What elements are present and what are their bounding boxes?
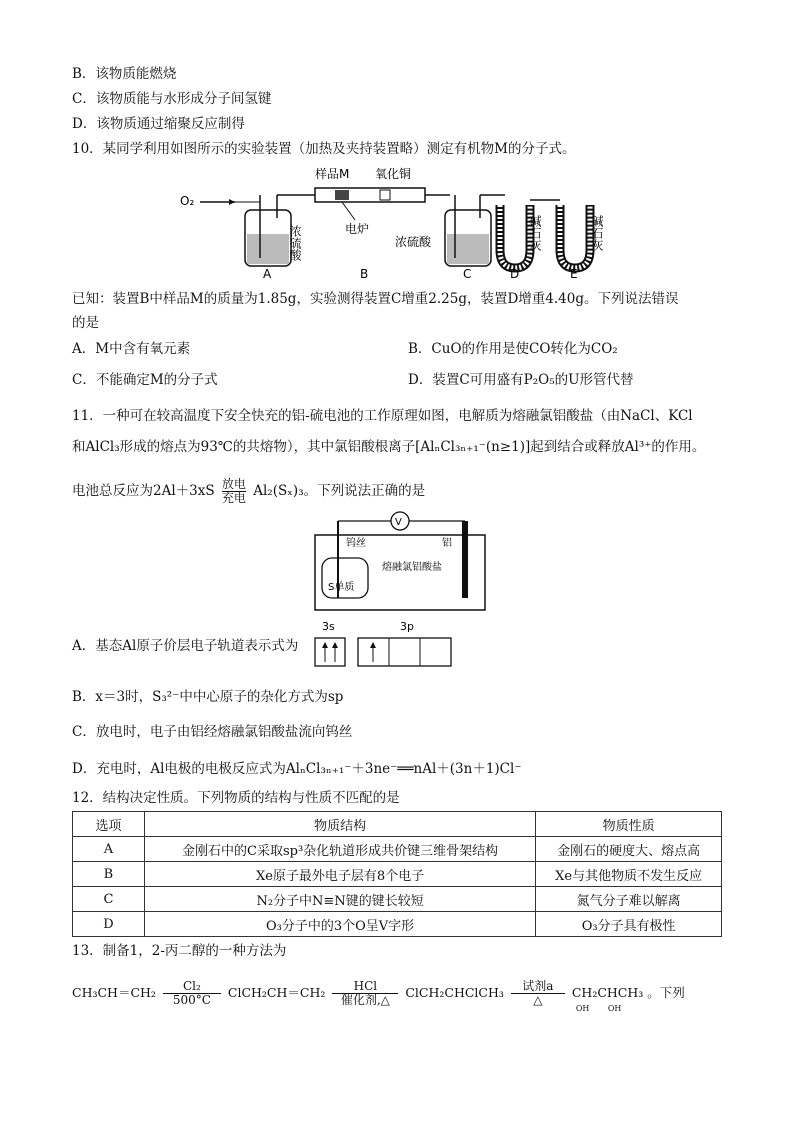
voltmeter-label: V [395, 517, 402, 528]
q10-given-1: 已知：装置B中样品M的质量为1.85g，实验测得装置C增重2.25g，装置D增重4.40g。下列说法错误 [72, 291, 679, 307]
oh-group-1: OH [575, 1004, 590, 1013]
q12-table [72, 811, 722, 937]
row-property: 氮气分子难以解离 [536, 887, 722, 912]
substance-3: ClCH₂CHClCH₃ [405, 985, 504, 1000]
bottle-a [235, 195, 315, 266]
discharge-label: 放电 [221, 477, 246, 491]
q13-stem: 13．制备1，2-丙二醇的一种方法为 [72, 943, 287, 959]
q11-option-d: D．充电时，Al电极的电极反应式为AlₙCl₃ₙ₊₁⁻＋3ne⁻══nAl＋(3n＋1)Cl⁻ [72, 761, 522, 777]
al-orbital-diagram [312, 618, 457, 670]
o2-label: O₂ [180, 194, 195, 208]
substance-1: CH₃CH＝CH₂ [72, 985, 156, 1000]
q11-option-a [72, 637, 298, 655]
sample-label: 样品M [315, 167, 350, 181]
q9-option-d: D．该物质通过缩聚反应制得 [72, 116, 245, 132]
row-structure: N₂分子中N≡N键的键长较短 [144, 887, 535, 912]
substance-4: CH₂CHCH₃ [571, 985, 644, 1000]
aluminum-label: 铝 [442, 538, 452, 549]
q11-stem-2: 和AlCl₃形成的熔点为93℃的共熔物），其中氯铝酸根离子[AlₙCl₃ₙ₊₁⁻(n≥1)]起到结合或释放Al³⁺的作用。 [72, 439, 706, 455]
row-option: A [73, 837, 145, 862]
orbital-3s-label: 3s [322, 620, 335, 633]
header-option: 选项 [73, 812, 145, 837]
row-option: C [73, 887, 145, 912]
arrow-1-bottom: 500°C [163, 993, 221, 1007]
q9-option-c: C．该物质能与水形成分子间氢键 [72, 91, 272, 107]
furnace-label: 电炉 [345, 222, 370, 236]
q11-reaction-left: 电池总反应为2Al＋3xS [72, 483, 215, 499]
row-property: 金刚石的硬度大、熔点高 [536, 837, 722, 862]
q10-option-a: A．M中含有氧元素 [72, 341, 191, 357]
q12-stem: 12．结构决定性质。下列物质的结构与性质不匹配的是 [72, 790, 400, 806]
cuo-label: 氧化铜 [375, 167, 412, 181]
q11-option-b: B．x＝3时，S₃²⁻中中心原子的杂化方式为sp [72, 689, 344, 705]
label-d: D [510, 267, 520, 280]
row-option: D [73, 912, 145, 937]
acid-a-label: 浓硫酸 [288, 225, 302, 261]
row-option: B [73, 862, 145, 887]
reaction-arrow-1 [163, 980, 221, 1007]
q11-reaction-arrow [222, 478, 246, 505]
table-row [73, 862, 722, 887]
q10-option-d: D．装置C可用盛有P₂O₅的U形管代替 [408, 372, 634, 388]
charge-label: 充电 [221, 491, 246, 505]
row-structure: O₃分子中的3个O呈V字形 [144, 912, 535, 937]
reaction-arrow-3 [511, 980, 565, 1007]
product-propanediol [571, 984, 644, 1013]
u-tube-e [560, 205, 590, 268]
row-structure: 金刚石中的C采取sp³杂化轨道形成共价键三维骨架结构 [144, 837, 535, 862]
arrow-1-top: Cl₂ [182, 979, 201, 993]
label-e: E [570, 267, 578, 280]
q13-tail: 。下列 [647, 985, 685, 1000]
arrow-3-bottom: △ [511, 993, 565, 1007]
table-row [73, 837, 722, 862]
q10-option-b: B．CuO的作用是使CO转化为CO₂ [408, 341, 618, 357]
tungsten-label: 钨丝 [346, 538, 366, 549]
oh-group-2: OH [607, 1004, 622, 1013]
label-b: B [360, 267, 369, 280]
q10-given-2: 的是 [72, 315, 99, 331]
lime-d-label: 碱石灰 [528, 215, 542, 251]
q11-option-c: C．放电时，电子由铝经熔融氯铝酸盐流向钨丝 [72, 724, 353, 740]
reaction-arrow-2 [332, 980, 398, 1007]
sulfur-label: S单质 [328, 582, 355, 593]
arrow-2-top: HCl [353, 979, 378, 993]
q13-synthesis-route [72, 979, 685, 1013]
table-row [73, 887, 722, 912]
table-header-row [73, 812, 722, 837]
header-property: 物质性质 [536, 812, 722, 837]
q10-stem: 10．某同学利用如图所示的实验装置（加热及夹持装置略）测定有机物M的分子式。 [72, 141, 576, 157]
row-property: O₃分子具有极性 [536, 912, 722, 937]
electrolyte-label: 熔融氯铝酸盐 [382, 562, 442, 573]
row-structure: Xe原子最外电子层有8个电子 [144, 862, 535, 887]
orbital-3p-label: 3p [400, 620, 414, 633]
row-property: Xe与其他物质不发生反应 [536, 862, 722, 887]
lime-e-label: 碱石灰 [590, 215, 604, 251]
q11-reaction-right: Al₂(Sₓ)₃。下列说法正确的是 [253, 483, 426, 499]
acid-c-label: 浓硫酸 [395, 235, 432, 249]
q11-stem-3 [72, 478, 425, 505]
q11-stem-1: 11．一种可在较高温度下安全快充的铝-硫电池的工作原理如图，电解质为熔融氯铝酸盐（由NaCl、KCl [72, 408, 693, 424]
combustion-tube-b [315, 188, 450, 220]
q11-battery-figure [310, 508, 490, 613]
label-c: C [463, 267, 472, 280]
label-a: A [263, 267, 272, 280]
table-row [73, 912, 722, 937]
arrow-2-bottom: 催化剂,△ [332, 993, 398, 1007]
q9-option-b: B．该物质能燃烧 [72, 66, 177, 82]
q11-option-a-text: A．基态Al原子价层电子轨道表示式为 [72, 638, 299, 654]
substance-2: ClCH₂CH＝CH₂ [227, 985, 326, 1000]
arrow-3-top: 试剂a [522, 979, 554, 993]
header-structure: 物质结构 [144, 812, 535, 837]
q10-option-c: C．不能确定M的分子式 [72, 372, 218, 388]
q10-apparatus-figure [175, 160, 625, 280]
